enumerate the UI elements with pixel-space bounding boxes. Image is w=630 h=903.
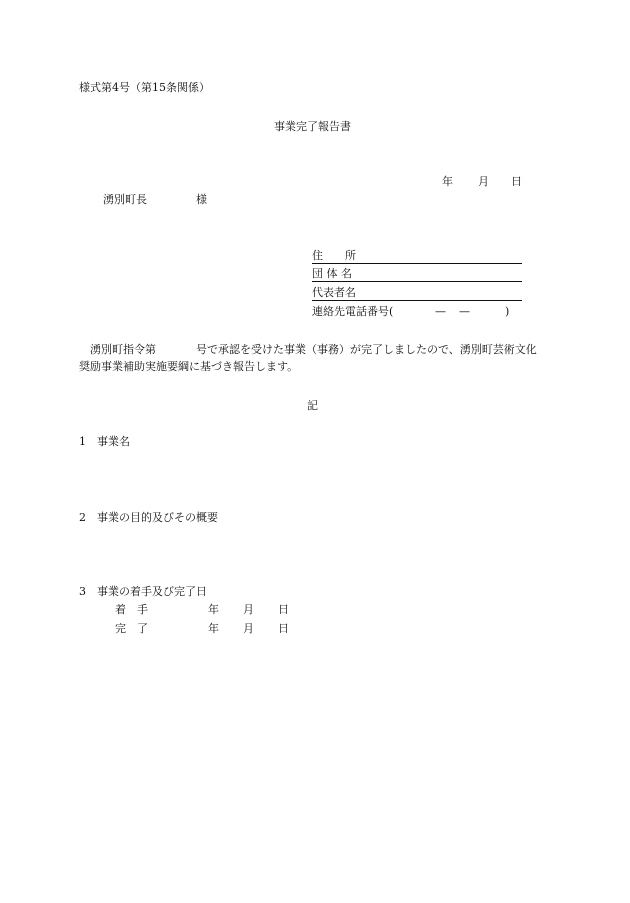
- start-month: 月: [243, 603, 254, 616]
- end-month: 月: [243, 622, 254, 635]
- start-year: 年: [208, 603, 219, 616]
- end-year: 年: [208, 622, 219, 635]
- ki-heading: 記: [307, 399, 318, 412]
- phone-dash-1: —: [435, 305, 446, 318]
- addressee-honorific: 様: [196, 193, 207, 206]
- item-2-title: 2 事業の目的及びその概要: [79, 511, 218, 524]
- organization-label: 団 体 名: [312, 267, 352, 280]
- item-3-title: 3 事業の着手及び完了日: [79, 585, 207, 598]
- document-title: 事業完了報告書: [274, 120, 351, 133]
- start-label: 着 手: [115, 603, 148, 616]
- body-line-2: 奨励事業補助実施要綱に基づき報告します。: [79, 360, 299, 373]
- representative-field[interactable]: [312, 286, 522, 301]
- date-day: 日: [511, 175, 522, 188]
- start-day: 日: [278, 603, 289, 616]
- body-line-1: 号で承認を受けた事業（事務）が完了しましたので、湧別町芸術文化: [196, 343, 537, 356]
- body-line-1-prefix: 湧別町指令第: [90, 343, 156, 356]
- date-year: 年: [442, 175, 453, 188]
- end-day: 日: [278, 622, 289, 635]
- organization-field[interactable]: [312, 267, 522, 282]
- end-label: 完 了: [115, 622, 148, 635]
- phone-close: ): [505, 305, 510, 318]
- representative-label: 代表者名: [312, 286, 356, 299]
- address-field[interactable]: [312, 249, 522, 264]
- item-1-title: 1 事業名: [79, 435, 130, 448]
- address-label: 住 所: [312, 249, 356, 262]
- date-month: 月: [478, 175, 489, 188]
- phone-dash-2: —: [459, 305, 470, 318]
- phone-label: 連絡先電話番号(: [312, 305, 394, 318]
- addressee-name: 湧別町長: [103, 193, 147, 206]
- form-number: 様式第4号（第15条関係）: [79, 81, 210, 94]
